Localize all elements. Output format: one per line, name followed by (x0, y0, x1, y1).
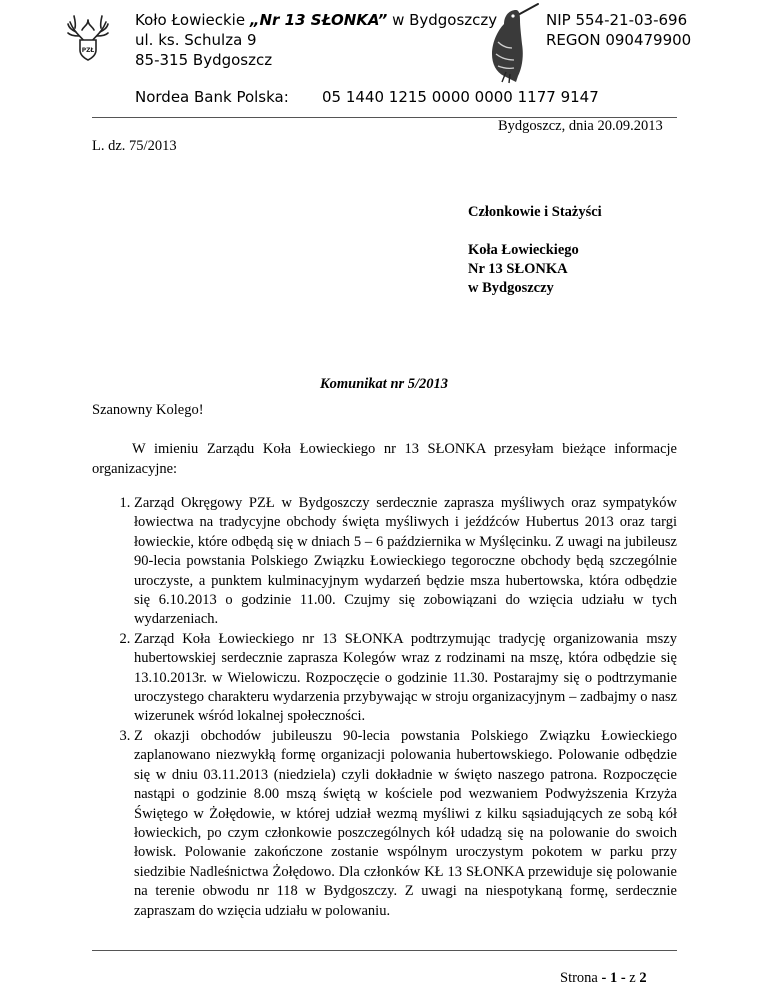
club-suffix: w Bydgoszczy (387, 11, 498, 29)
reference-number: L. dz. 75/2013 (92, 138, 177, 154)
club-name: „Nr 13 SŁONKA” (249, 11, 388, 29)
club-city: 85-315 Bydgoszcz (135, 51, 273, 69)
page-total: 2 (639, 970, 647, 986)
pzl-logo (66, 12, 110, 62)
club-street: ul. ks. Schulza 9 (135, 31, 257, 49)
recipient-line-3: Nr 13 SŁONKA (468, 261, 568, 277)
recipient-line-4: w Bydgoszczy (468, 280, 554, 296)
nip-number: NIP 554-21-03-696 (546, 11, 688, 29)
announcement-list (92, 494, 677, 921)
recipient-line-1: Członkowie i Stażyści (468, 204, 602, 220)
logo-text: PZŁ (81, 47, 95, 54)
communique-title: Komunikat nr 5/2013 (319, 376, 449, 392)
woodcock-icon (476, 2, 542, 84)
list-item: 2. Zarząd Koła Łowieckiego nr 13 SŁONKA podtrzymując tradycję organizowania mszy hubertowskiej serdecznie zaprasza Kolegów wraz z rodzinami na mszę, która odbędzie się 13.10.2013r. w Wielowiczu. Rozpoczęcie o godzinie 11.30. Postarajmy się o podtrzymanie uroczystego charakteru wydarzenia przybywając w stroju organizacyjnym – zadbajmy o nasz wizerunek wśród lokalnej społeczności. (134, 630, 677, 727)
regon-number: REGON 090479900 (546, 31, 692, 49)
recipient-block (468, 241, 579, 298)
page-label: Strona (560, 970, 602, 986)
footer-divider (92, 950, 677, 951)
club-address-block (135, 10, 497, 70)
bank-label: Nordea Bank Polska: (135, 88, 289, 106)
recipient-line-2: Koła Łowieckiego (468, 242, 579, 258)
list-item: 1. Zarząd Okręgowy PZŁ w Bydgoszczy serdecznie zaprasza myśliwych oraz sympatyków łowiectwa na tradycyjne obchody święta myśliwych i jeźdźców Hubertus 2013 oraz targi łowieckie, które odbędą się w dniach 5 – 6 października w Myślęcinku. Z uwagi na jubileusz 90-lecia powstania Polskiego Związku Łowieckiego tegoroczne obchody będą szczególnie uroczyste, a punktem kulminacyjnym wydarzeń będzie msza hubertowska, która odbędzie się 6.10.2013 o godzinie 11.00. Czujmy się zobowiązani do wzięcia udziału w tych wydarzeniach. (134, 494, 677, 630)
list-item: 3. Z okazji obchodów jubileuszu 90-lecia powstania Polskiego Związku Łowieckiego zaplanowano niezwykłą formę organizacji polowania hubertowskiego. Polowanie odbędzie się w dniu 03.11.2013 (niedziela) czyli dokładnie w święto naszego patrona. Rozpoczęcie nastąpi o godzinie 8.00 mszą świętą w kościele pod wezwaniem Podwyższenia Krzyża Świętego w Żołędowie, w której udział wezmą myśliwi z kilku sąsiadujących ze sobą kół łowieckich, po czym członkowie poszczególnych kół udadzą się na polowanie do swoich łowisk. Polowanie zakończone zostanie wspólnym uroczystym pokotem w parku przy siedzibie Nadleśnictwa Żołędowo. Dla członków KŁ 13 SŁONKA przewiduje się polowanie na terenie obwodu nr 118 w Bydgoszczy. Z uwagi na niespotykaną formę, serdecznie zapraszam do wzięcia udziału w polowaniu. (134, 727, 677, 921)
woodcock-illustration (476, 2, 542, 84)
greeting: Szanowny Kolego! (92, 402, 204, 418)
intro-paragraph: W imieniu Zarządu Koła Łowieckiego nr 13 SŁONKA przesyłam bieżące informacje organizacyjne: (92, 441, 677, 477)
pzl-logo-icon (66, 12, 110, 62)
page-of: z (625, 970, 640, 986)
tax-ids-block (546, 10, 691, 50)
page-number (560, 970, 647, 987)
club-name-line (135, 10, 497, 30)
bank-account: 05 1440 1215 0000 0000 1177 9147 (322, 88, 599, 106)
page-current: - 1 - (601, 970, 626, 986)
club-prefix: Koło Łowieckie (135, 11, 250, 29)
document-date: Bydgoszcz, dnia 20.09.2013 (498, 118, 663, 134)
